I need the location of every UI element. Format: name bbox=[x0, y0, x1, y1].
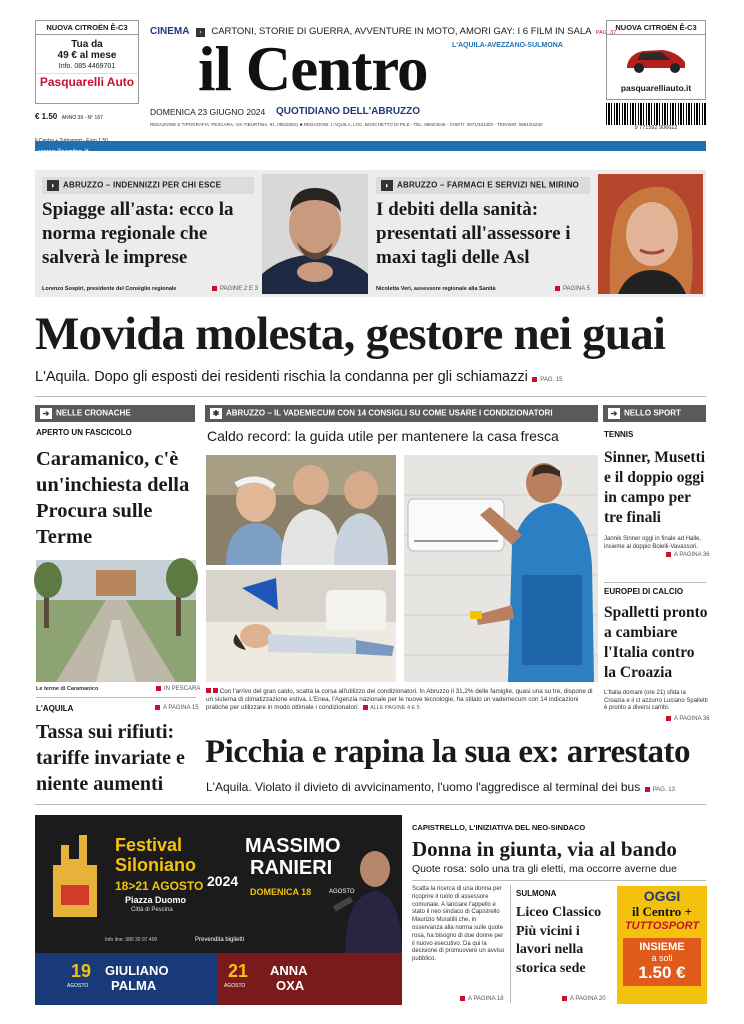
masthead-date: DOMENICA 23 GIUGNO 2024 bbox=[150, 107, 266, 117]
snowflake-icon: ✱ bbox=[210, 408, 222, 419]
teaser-left-page: PAGINE 2 E 3 bbox=[212, 286, 258, 292]
center-body: Con l'arrivo del gran caldo, scatta la corsa all'utilizzo dei condizionatori. In Abruzzo il 31,2% delle famiglie, quasi una su tre, dispone di un sistema di climatizzazione estiva. L'Enea, l'Agenzia nazionale per le nuove tecnologie, ha stilato un vademecum con 14 indicazioni pratiche per utilizzare in modo ottimale i condizionatori. ALLE PAGINE 4 E 5 bbox=[206, 688, 593, 711]
star1-date: DOMENICA 18 bbox=[250, 887, 312, 897]
center-section-bar: ✱ ABRUZZO – IL VADEMECUM CON 14 CONSIGLI SU COME USARE I CONDIZIONATORI bbox=[205, 405, 598, 422]
ad-left-brand: Pasquarelli Auto bbox=[36, 73, 138, 89]
terme-photo bbox=[36, 560, 196, 682]
ad-left-info: Info. 085 4469701 bbox=[58, 63, 116, 70]
bottom-kicker: CAPISTRELLO, L'INIZIATIVA DEL NEO-SINDACO bbox=[412, 823, 586, 832]
promo-today: OGGI bbox=[643, 888, 681, 904]
promo-box[interactable] bbox=[617, 886, 707, 1004]
second-page: PAG. 13 bbox=[645, 787, 675, 793]
promo-brand2: TUTTOSPORT bbox=[624, 920, 700, 932]
issue-number: ANNO 39 - N° 167 bbox=[61, 115, 103, 121]
bottom-kicker2: SULMONA bbox=[516, 889, 557, 898]
audio-icon: ◗ bbox=[381, 180, 393, 191]
bottom-headline[interactable]: Donna in giunta, via al bando bbox=[412, 837, 677, 861]
barcode bbox=[606, 103, 706, 133]
terme-caption: Le terme di Caramanico bbox=[36, 686, 99, 692]
promo-brand1: il Centro + bbox=[632, 904, 692, 919]
left-page2: A PAGINA 15 bbox=[155, 705, 199, 711]
portrait-sospiri bbox=[262, 174, 368, 294]
star2-day: 19 bbox=[71, 961, 92, 981]
terme-caption-page: IN PESCARA bbox=[156, 686, 200, 692]
star1-name: MASSIMO bbox=[245, 835, 341, 857]
top-teaser-page: PAG. 37 bbox=[595, 30, 617, 36]
singer-photo bbox=[325, 845, 402, 955]
right-headline[interactable]: Sinner, Musetti e il doppio oggi in campo per tre finali bbox=[604, 449, 706, 526]
right-page2: A PAGINA 36 bbox=[666, 716, 710, 722]
star2-name: GIULIANO bbox=[105, 963, 169, 978]
ad-left[interactable] bbox=[35, 20, 139, 104]
masthead-subtitle: QUOTIDIANO DELL'ABRUZZO bbox=[276, 106, 421, 117]
teaser-right-caption: Nicoletta Verì, assessore regionale alla Sanità bbox=[376, 286, 496, 292]
star2-month: AGOSTO bbox=[67, 983, 89, 989]
right-kicker: TENNIS bbox=[604, 430, 634, 439]
woman-fan-photo bbox=[206, 570, 396, 682]
website-link[interactable]: www.ilcentro.it bbox=[39, 149, 89, 156]
star2-surname: PALMA bbox=[111, 978, 157, 993]
teaser-left-headline[interactable]: Spiagge all'asta: ecco la norma regionale che salverà le imprese bbox=[42, 199, 234, 268]
center-page: ALLE PAGINE 4 E 5 bbox=[361, 705, 420, 711]
center-headline[interactable]: Caldo record: la guida utile per mantenere la casa fresca bbox=[207, 428, 559, 444]
right-headline2[interactable]: Spalletti pronto a cambiare l'Italia contro la Croazia bbox=[604, 604, 708, 681]
right-kicker2: EUROPEI DI CALCIO bbox=[604, 587, 684, 596]
festival-ad[interactable] bbox=[35, 815, 402, 1005]
festival-year: 2024 bbox=[207, 873, 239, 889]
main-headline[interactable]: Movida molesta, gestore nei guai bbox=[35, 308, 666, 360]
audio-icon: ◗ bbox=[47, 180, 59, 191]
festival-info: Info line: 380 30 97 400 bbox=[105, 937, 158, 943]
festival-name: Festival Siloniano bbox=[115, 835, 196, 875]
festival-dates: 18>21 AGOSTO bbox=[115, 879, 204, 893]
star3-box bbox=[218, 953, 402, 1005]
top-teaser-text: CARTONI, STORIE DI GUERRA, AVVENTURE IN MOTO, AMORI GAY: I 6 FILM IN SALA bbox=[211, 26, 592, 37]
left-section-bar: ➔ NELLE CRONACHE bbox=[35, 405, 195, 422]
website-strip[interactable] bbox=[35, 141, 706, 156]
ad-right[interactable] bbox=[606, 20, 706, 100]
bottom-subhead: Quote rosa: solo una tra gli eletti, ma occorre averne due bbox=[412, 863, 677, 875]
bottom-page2: A PAGINA 20 bbox=[562, 996, 606, 1002]
teaser-right-label: ◗ ABRUZZO – FARMACI E SERVIZI NEL MIRINO bbox=[376, 177, 590, 194]
arrow-icon: › bbox=[196, 28, 205, 37]
cover-price: € 1.50 bbox=[35, 112, 58, 121]
star2-box bbox=[35, 953, 218, 1005]
ad-left-title: NUOVA CITROËN Ê-C3 bbox=[36, 21, 138, 35]
portrait-veri bbox=[598, 174, 703, 294]
elderly-heat-photo bbox=[206, 455, 396, 565]
star3-name: ANNA bbox=[270, 963, 308, 978]
right-body: Jannik Sinner oggi in finale ad Halle, insieme al doppio Bolelli-Vavassori. bbox=[604, 536, 702, 550]
masthead-cities: L'AQUILA-AVEZZANO-SULMONA bbox=[452, 42, 563, 49]
star1-month: AGOSTO bbox=[329, 889, 355, 895]
bottom-headline2[interactable]: Liceo Classico Più vicini i lavori nella storica sede bbox=[516, 905, 602, 976]
masthead-title[interactable]: il Centro bbox=[198, 34, 428, 104]
teaser-right-page: PAGINA 5 bbox=[555, 286, 590, 292]
redazione-line: REDAZIONE E TIPOGRAFIA: PESCARA, VIA TIBURTINA, 91, 085/20521 ■ REDAZIONI: L'AQUILA, LOC. BOSCHETTO DI PILE - TEL. 0862/4046 - CHIETI: 0871/331303 - TERAMO: 0861/24230 bbox=[150, 122, 543, 127]
main-subhead: L'Aquila. Dopo gli esposti dei residenti rischia la condanna per gli schiamazzi bbox=[35, 369, 528, 385]
right-page: A PAGINA 36 bbox=[666, 552, 710, 558]
top-teaser-section: CINEMA bbox=[150, 26, 190, 37]
ad-left-price2: 49 € al mese bbox=[57, 50, 117, 61]
ad-left-price1: Tua da bbox=[71, 39, 103, 50]
teaser-right-headline[interactable]: I debiti della sanità: presentati all'assessore i maxi tagli delle Asl bbox=[376, 199, 571, 268]
promo-only: a soli bbox=[651, 953, 673, 963]
second-headline[interactable]: Picchia e rapina la sua ex: arrestato bbox=[205, 734, 690, 770]
technician-ac-photo bbox=[404, 455, 598, 682]
festival-place: Piazza Duomo bbox=[125, 895, 187, 905]
barcode-number: 9 771592 906612 bbox=[634, 125, 678, 131]
festival-city: Città di Pescina bbox=[131, 907, 173, 913]
second-subhead: L'Aquila. Violato il divieto di avvicinamento, l'uomo l'aggredisce al terminal dei bus bbox=[206, 780, 641, 794]
promo-price: 1.50 € bbox=[638, 963, 686, 982]
ad-right-title: NUOVA CITROËN Ê-C3 bbox=[607, 21, 705, 35]
right-body2: L'Italia domani (ore 21) sfida la Croazia e il ct azzurro Luciano Spalletti è pronto a diversi cambi. bbox=[604, 690, 708, 711]
promo-together: INSIEME bbox=[639, 941, 685, 953]
left-kicker: APERTO UN FASCICOLO bbox=[36, 428, 132, 437]
star3-day: 21 bbox=[228, 961, 249, 981]
star3-surname: OXA bbox=[276, 978, 305, 993]
teaser-left-caption: Lorenzo Sospiri, presidente del Consiglio regionale bbox=[42, 286, 177, 292]
main-page: PAG. 15 bbox=[532, 377, 562, 383]
star1-surname: RANIERI bbox=[250, 857, 333, 879]
ad-right-site: pasquarelliauto.it bbox=[620, 83, 692, 93]
bottom-page: A PAGINA 18 bbox=[460, 996, 504, 1002]
teaser-left-label: ◗ ABRUZZO – INDENNIZZI PER CHI ESCE bbox=[42, 177, 254, 194]
arrow-icon: ➔ bbox=[40, 408, 52, 419]
car-image bbox=[621, 38, 691, 78]
second-subhead-line bbox=[206, 778, 708, 796]
right-section-bar: ➔ NELLO SPORT bbox=[603, 405, 706, 422]
left-kicker2: L'AQUILA bbox=[36, 704, 74, 713]
left-headline[interactable]: Caramanico, c'è un'inchiesta della Procura sulle Terme bbox=[36, 448, 190, 548]
left-headline2[interactable]: Tassa sui rifiuti: tariffe invariate e niente aumenti bbox=[36, 721, 185, 795]
star3-month: AGOSTO bbox=[224, 983, 246, 989]
main-subhead-line bbox=[35, 368, 706, 386]
bottom-body: Scatta la ricerca di una donna per ricoprire il ruolo di assessore comunale. A lanciare l'appello è stato il neo sindaco di Capistrello Maurizio Muratilli che, in osservanza alla norma sulle quote rosa, ha bisogno di due donne per il nuovo esecutivo. Da qui la decisione di promuovere un avviso pubblico. bbox=[412, 886, 505, 963]
castle-drawing bbox=[43, 825, 107, 917]
festival-presale: Prevendita biglietti bbox=[195, 937, 245, 943]
arrow-icon: ➔ bbox=[608, 408, 620, 419]
